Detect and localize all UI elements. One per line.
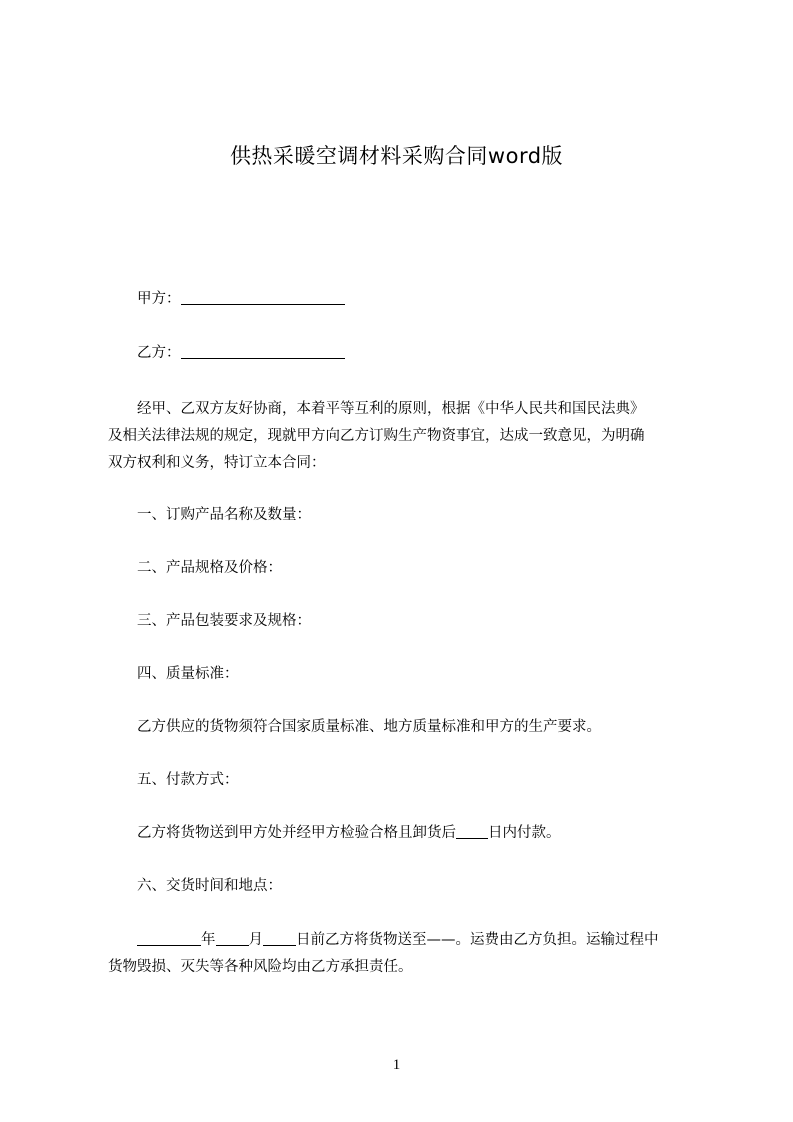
party-a-blank xyxy=(181,288,345,305)
page-number: 1 xyxy=(392,1057,401,1073)
document-title: 供热采暖空调材料采购合同word版 xyxy=(229,144,564,168)
delivery-month-label: 月 xyxy=(248,932,263,948)
intro-line-3: 双方权利和义务，特订立本合同： xyxy=(108,455,326,471)
payment-text-after: 日内付款。 xyxy=(488,825,561,841)
section-3-heading: 三、产品包装要求及规格： xyxy=(137,613,311,629)
delivery-text-rest: 日前乙方将货物送至——。运费由乙方负担。运输过程中 xyxy=(296,932,659,948)
payment-text xyxy=(108,820,737,847)
section-2-heading: 二、产品规格及价格： xyxy=(137,560,282,576)
delivery-line-2: 货物毁损、灭失等各种风险均由乙方承担责任。 xyxy=(108,959,413,975)
delivery-line-1 xyxy=(108,927,737,954)
section-1-heading: 一、订购产品名称及数量： xyxy=(137,507,311,523)
quality-text: 乙方供应的货物须符合国家质量标准、地方质量标准和甲方的生产要求。 xyxy=(137,719,601,735)
payment-days-blank xyxy=(456,822,488,839)
intro-line-2: 及相关法律法规的规定，现就甲方向乙方订购生产物资事宜，达成一致意见，为明确 xyxy=(108,428,645,444)
party-b-label: 乙方： xyxy=(137,345,181,361)
delivery-year-label: 年 xyxy=(201,932,216,948)
section-6-heading: 六、交货时间和地点： xyxy=(137,878,282,894)
delivery-year-blank xyxy=(137,929,201,946)
section-4-heading: 四、质量标准： xyxy=(137,666,239,682)
payment-text-before: 乙方将货物送到甲方处并经甲方检验合格且卸货后 xyxy=(137,825,456,841)
party-b-blank xyxy=(181,342,345,359)
section-5-heading: 五、付款方式： xyxy=(137,772,239,788)
delivery-day-blank xyxy=(263,929,296,946)
intro-line-1: 经甲、乙双方友好协商，本着平等互利的原则，根据《中华人民共和国民法典》 xyxy=(137,401,645,417)
party-a-line xyxy=(108,286,737,313)
delivery-month-blank xyxy=(216,929,249,946)
party-b-line xyxy=(108,340,737,367)
party-a-label: 甲方： xyxy=(137,291,181,307)
